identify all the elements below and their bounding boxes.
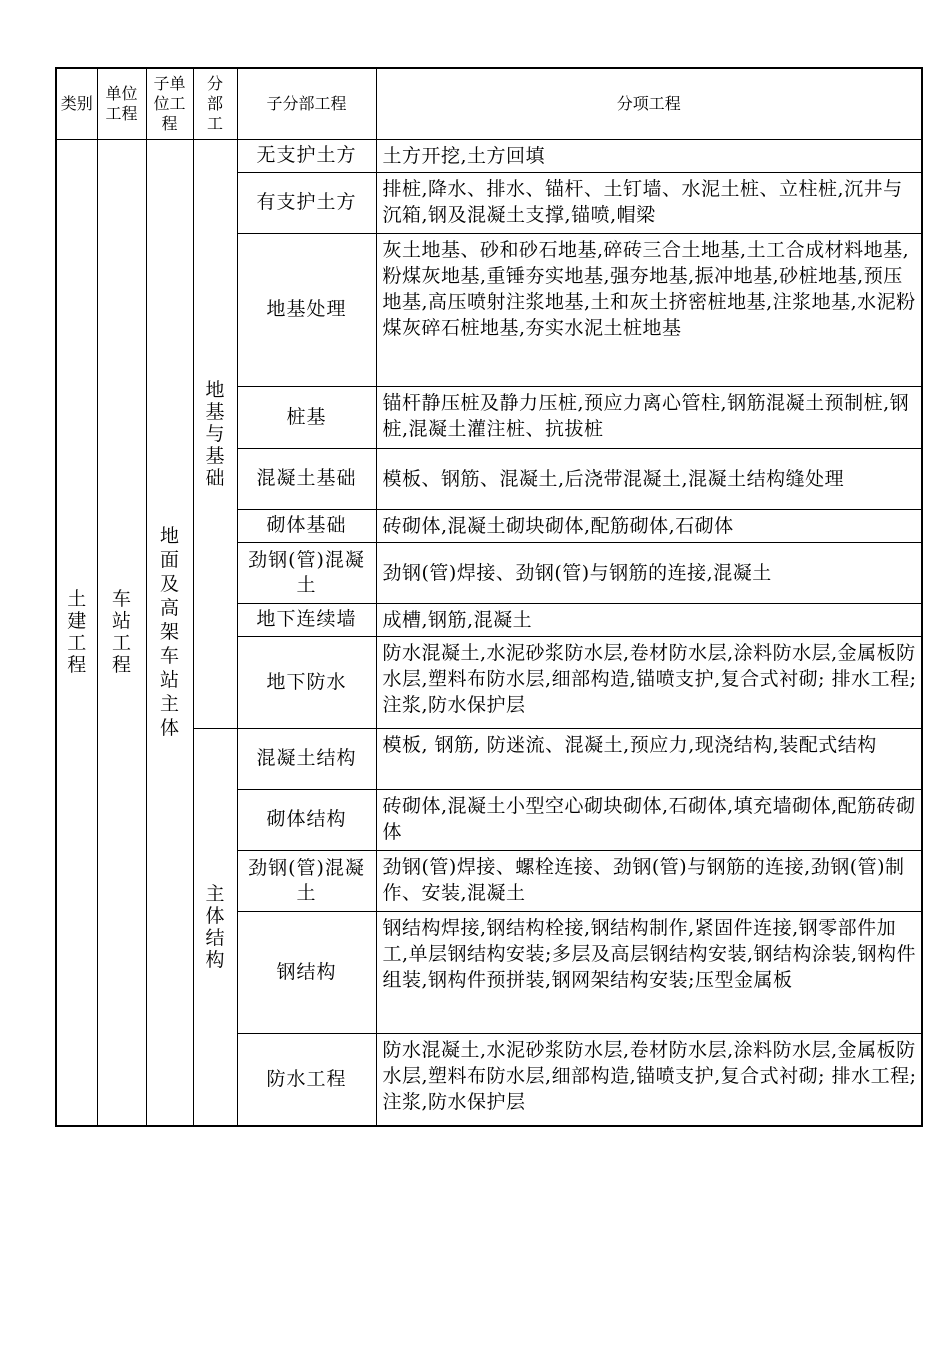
- table-header-row: [56, 68, 922, 139]
- item-cell: 模板、钢筋、混凝土,后浇带混凝土,混凝土结构缝处理: [376, 448, 922, 509]
- sub-division-cell: 地下连续墙: [237, 603, 376, 636]
- item-cell: 劲钢(管)焊接、劲钢(管)与钢筋的连接,混凝土: [376, 542, 922, 603]
- item-cell: 模板, 钢筋, 防迷流、混凝土,预应力,现浇结构,装配式结构: [376, 728, 922, 789]
- item-cell: 排桩,降水、排水、锚杆、土钉墙、水泥土桩、立柱桩,沉井与沉箱,钢及混凝土支撑,锚喷,帽梁: [376, 172, 922, 233]
- header-sub-division-project: 子分部工程: [237, 68, 376, 139]
- sub-division-cell: 砌体基础: [237, 509, 376, 542]
- division-cell: 地基与基础: [193, 139, 237, 728]
- item-cell: 防水混凝土,水泥砂浆防水层,卷材防水层,涂料防水层,金属板防水层,塑料布防水层,细部构造,锚喷支护,复合式衬砌; 排水工程; 注浆,防水保护层: [376, 1033, 922, 1126]
- table-row: [56, 139, 922, 172]
- item-cell: 土方开挖,土方回填: [376, 139, 922, 172]
- engineering-division-table: [55, 67, 923, 1127]
- sub-division-cell: 混凝土基础: [237, 448, 376, 509]
- sub-division-cell: 混凝土结构: [237, 728, 376, 789]
- sub-division-cell: 钢结构: [237, 911, 376, 1033]
- sub-division-cell: 有支护土方: [237, 172, 376, 233]
- header-item-project: 分项工程: [376, 68, 922, 139]
- header-category: 类别: [56, 68, 97, 139]
- sub-division-cell: 劲钢(管)混凝土: [237, 850, 376, 911]
- sub-division-cell: 劲钢(管)混凝土: [237, 542, 376, 603]
- sub-division-cell: 地基处理: [237, 233, 376, 386]
- category-cell: 土建工程: [56, 139, 97, 1126]
- sub-division-cell: 无支护土方: [237, 139, 376, 172]
- unit-project-cell: 车站工程: [97, 139, 146, 1126]
- sub-division-cell: 地下防水: [237, 636, 376, 728]
- item-cell: 钢结构焊接,钢结构栓接,钢结构制作,紧固件连接,钢零部件加工,单层钢结构安装;多层及高层钢结构安装,钢结构涂装,钢构件组装,钢构件预拼装,钢网架结构安装;压型金属板: [376, 911, 922, 1033]
- item-cell: 锚杆静压桩及静力压桩,预应力离心管柱,钢筋混凝土预制桩,钢桩,混凝土灌注桩、抗拔桩: [376, 386, 922, 448]
- sub-division-cell: 砌体结构: [237, 789, 376, 850]
- item-cell: 砖砌体,混凝土砌块砌体,配筋砌体,石砌体: [376, 509, 922, 542]
- sub-division-cell: 桩基: [237, 386, 376, 448]
- sub-division-cell: 防水工程: [237, 1033, 376, 1126]
- header-unit-project: 单位工程: [97, 68, 146, 139]
- division-cell: 主体结构: [193, 728, 237, 1126]
- item-cell: 砖砌体,混凝土小型空心砌块砌体,石砌体,填充墙砌体,配筋砖砌体: [376, 789, 922, 850]
- item-cell: 成槽,钢筋,混凝土: [376, 603, 922, 636]
- item-cell: 防水混凝土,水泥砂浆防水层,卷材防水层,涂料防水层,金属板防水层,塑料布防水层,细部构造,锚喷支护,复合式衬砌; 排水工程; 注浆,防水保护层: [376, 636, 922, 728]
- header-division-project: 分部工: [193, 68, 237, 139]
- item-cell: 灰土地基、砂和砂石地基,碎砖三合土地基,土工合成材料地基,粉煤灰地基,重锤夯实地基,强夯地基,振冲地基,砂桩地基,预压地基,高压喷射注浆地基,土和灰土挤密桩地基,注浆地基,水泥粉煤灰碎石桩地基,夯实水泥土桩地基: [376, 233, 922, 386]
- header-sub-unit-project: 子单位工程: [146, 68, 193, 139]
- sub-unit-project-cell: 地面及高架车站主体: [146, 139, 193, 1126]
- item-cell: 劲钢(管)焊接、螺栓连接、劲钢(管)与钢筋的连接,劲钢(管)制作、安装,混凝土: [376, 850, 922, 911]
